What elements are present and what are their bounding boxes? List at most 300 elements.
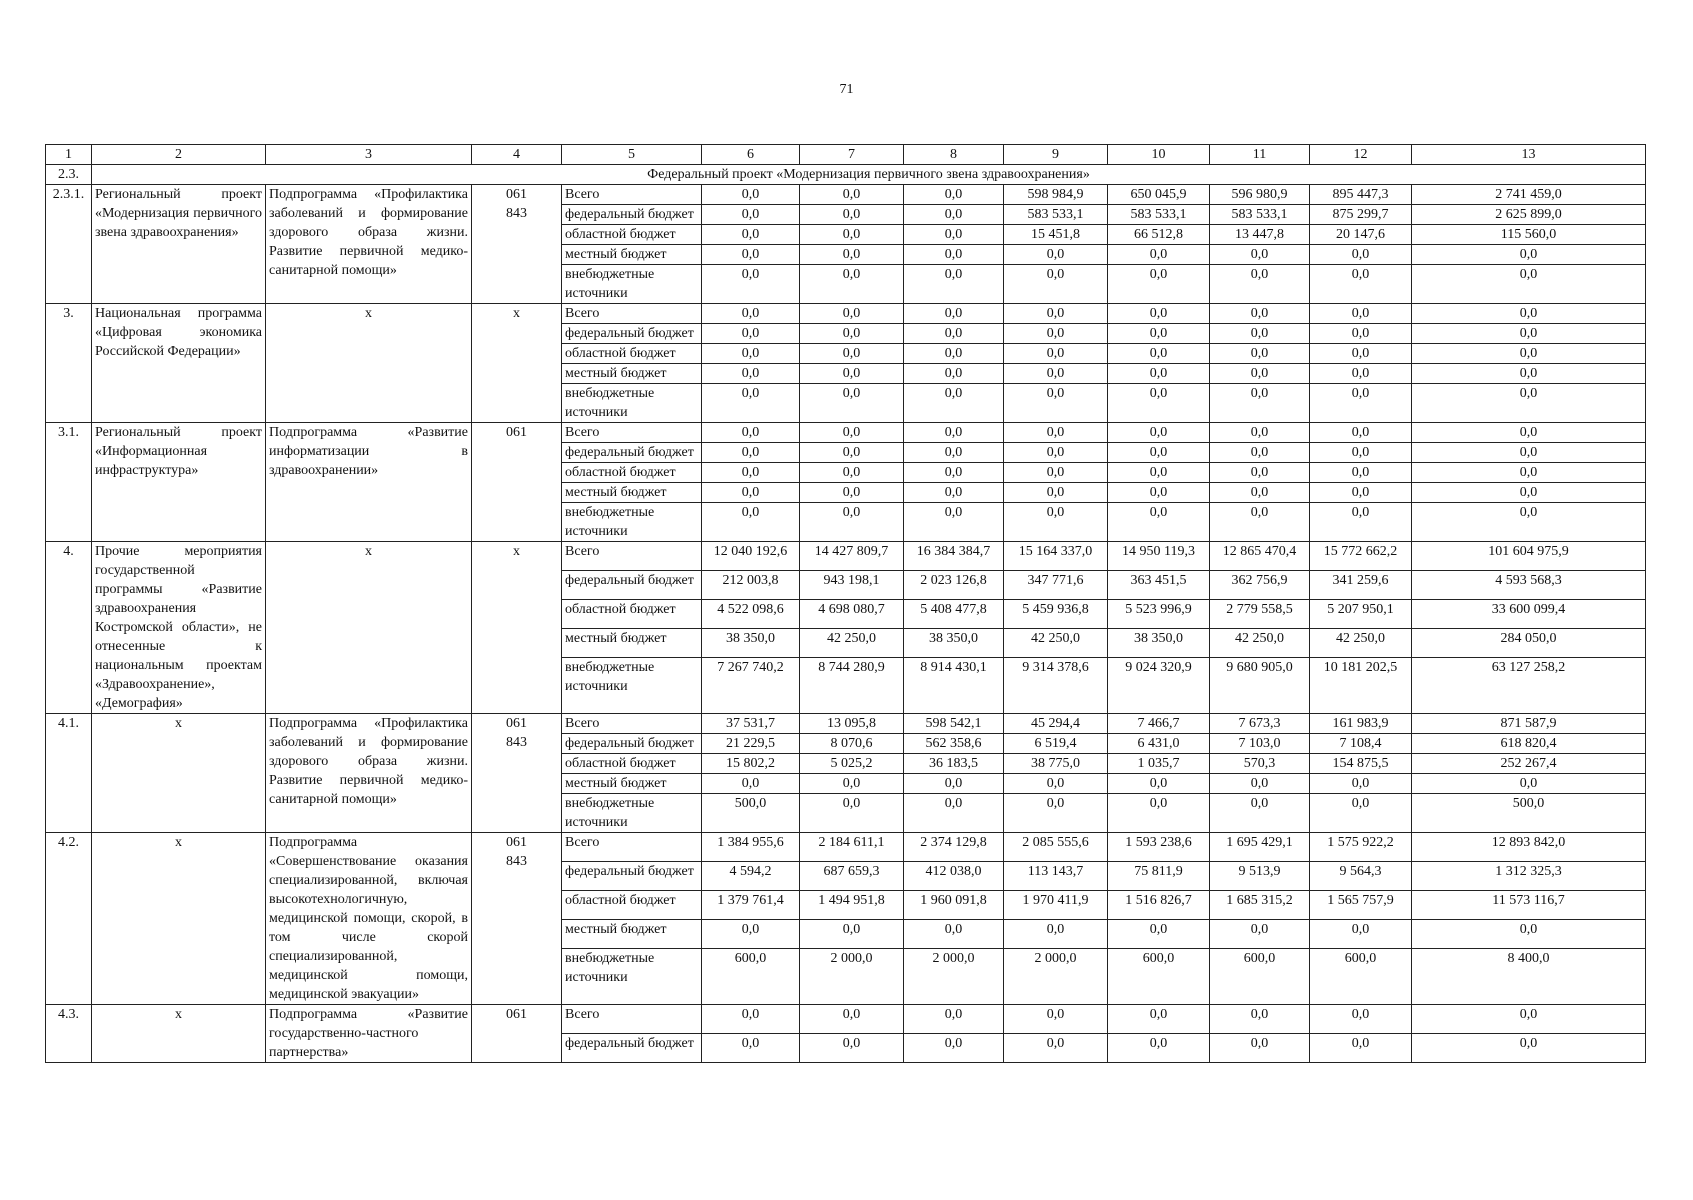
amount-cell: 4 593 568,3 — [1412, 570, 1646, 599]
amount-cell: 0,0 — [1412, 245, 1646, 265]
table-row — [46, 542, 1646, 571]
amount-cell: 0,0 — [904, 503, 1004, 542]
amount-cell: 0,0 — [904, 423, 1004, 443]
amount-cell: 600,0 — [1210, 948, 1310, 1004]
funding-source: внебюджетные источники — [562, 794, 702, 833]
amount-cell: 0,0 — [1210, 483, 1310, 503]
amount-cell: 15 451,8 — [1004, 225, 1108, 245]
amount-cell: 583 533,1 — [1210, 205, 1310, 225]
amount-cell: 33 600 099,4 — [1412, 599, 1646, 628]
amount-cell: 0,0 — [1004, 245, 1108, 265]
amount-cell: 8 744 280,9 — [800, 657, 904, 713]
amount-cell: 36 183,5 — [904, 754, 1004, 774]
amount-cell: 0,0 — [1310, 364, 1412, 384]
amount-cell: 1 593 238,6 — [1108, 833, 1210, 862]
amount-cell: 0,0 — [1412, 774, 1646, 794]
amount-cell: 115 560,0 — [1412, 225, 1646, 245]
funding-source: местный бюджет — [562, 628, 702, 657]
amount-cell: 0,0 — [800, 185, 904, 205]
amount-cell: 0,0 — [1412, 1034, 1646, 1063]
item-number: 3.1. — [46, 423, 92, 542]
amount-cell: 1 575 922,2 — [1310, 833, 1412, 862]
amount-cell: 0,0 — [1004, 774, 1108, 794]
amount-cell: 598 984,9 — [1004, 185, 1108, 205]
amount-cell: 0,0 — [1412, 503, 1646, 542]
amount-cell: 0,0 — [1412, 265, 1646, 304]
amount-cell: 0,0 — [1108, 483, 1210, 503]
amount-cell: 0,0 — [1108, 304, 1210, 324]
amount-cell: 9 680 905,0 — [1210, 657, 1310, 713]
item-name: Региональный проект «Информационная инфраструктура» — [92, 423, 266, 542]
amount-cell: 7 267 740,2 — [702, 657, 800, 713]
amount-cell: 341 259,6 — [1310, 570, 1412, 599]
amount-cell: 113 143,7 — [1004, 861, 1108, 890]
program-name: Подпрограмма «Совершенствование оказания специализированной, включая высокотехнологичную, медицинской помощи, скорой, в том числе скорой специализированной, медицинской помощи, медицинской эвакуации» — [266, 833, 472, 1005]
amount-cell: 45 294,4 — [1004, 714, 1108, 734]
table-body — [46, 145, 1646, 1063]
amount-cell: 0,0 — [800, 245, 904, 265]
amount-cell: 161 983,9 — [1310, 714, 1412, 734]
amount-cell: 0,0 — [1310, 384, 1412, 423]
item-name: Региональный проект «Модернизация первичного звена здравоохранения» — [92, 185, 266, 304]
budget-code: 061 — [472, 423, 562, 542]
amount-cell: 0,0 — [800, 1034, 904, 1063]
amount-cell: 0,0 — [1210, 1034, 1310, 1063]
amount-cell: 5 459 936,8 — [1004, 599, 1108, 628]
amount-cell: 0,0 — [1412, 384, 1646, 423]
amount-cell: 0,0 — [1210, 794, 1310, 833]
column-number: 1 — [46, 145, 92, 165]
section-row — [46, 165, 1646, 185]
amount-cell: 562 358,6 — [904, 734, 1004, 754]
amount-cell: 13 095,8 — [800, 714, 904, 734]
amount-cell: 598 542,1 — [904, 714, 1004, 734]
amount-cell: 0,0 — [702, 205, 800, 225]
amount-cell: 42 250,0 — [1310, 628, 1412, 657]
amount-cell: 0,0 — [1412, 1005, 1646, 1034]
column-number: 13 — [1412, 145, 1646, 165]
budget-code: 061 843 — [472, 833, 562, 1005]
funding-source: федеральный бюджет — [562, 324, 702, 344]
amount-cell: 5 523 996,9 — [1108, 599, 1210, 628]
funding-source: областной бюджет — [562, 344, 702, 364]
amount-cell: 284 050,0 — [1412, 628, 1646, 657]
amount-cell: 2 085 555,6 — [1004, 833, 1108, 862]
amount-cell: 0,0 — [800, 774, 904, 794]
amount-cell: 875 299,7 — [1310, 205, 1412, 225]
amount-cell: 0,0 — [800, 344, 904, 364]
amount-cell: 75 811,9 — [1108, 861, 1210, 890]
amount-cell: 0,0 — [1210, 423, 1310, 443]
amount-cell: 871 587,9 — [1412, 714, 1646, 734]
item-name: х — [92, 833, 266, 1005]
amount-cell: 0,0 — [904, 245, 1004, 265]
amount-cell: 101 604 975,9 — [1412, 542, 1646, 571]
table-row — [46, 714, 1646, 734]
amount-cell: 0,0 — [1004, 344, 1108, 364]
amount-cell: 14 427 809,7 — [800, 542, 904, 571]
amount-cell: 583 533,1 — [1108, 205, 1210, 225]
amount-cell: 0,0 — [1210, 919, 1310, 948]
amount-cell: 10 181 202,5 — [1310, 657, 1412, 713]
amount-cell: 600,0 — [1108, 948, 1210, 1004]
item-name: х — [92, 714, 266, 833]
amount-cell: 0,0 — [800, 423, 904, 443]
amount-cell: 0,0 — [702, 265, 800, 304]
funding-source: областной бюджет — [562, 754, 702, 774]
amount-cell: 500,0 — [1412, 794, 1646, 833]
amount-cell: 0,0 — [800, 304, 904, 324]
amount-cell: 0,0 — [702, 483, 800, 503]
amount-cell: 0,0 — [904, 463, 1004, 483]
column-number: 10 — [1108, 145, 1210, 165]
amount-cell: 0,0 — [904, 324, 1004, 344]
amount-cell: 12 893 842,0 — [1412, 833, 1646, 862]
amount-cell: 0,0 — [904, 265, 1004, 304]
section-title: Федеральный проект «Модернизация первичного звена здравоохранения» — [92, 165, 1646, 185]
table-row — [46, 185, 1646, 205]
amount-cell: 7 108,4 — [1310, 734, 1412, 754]
funding-source: местный бюджет — [562, 483, 702, 503]
amount-cell: 0,0 — [702, 774, 800, 794]
amount-cell: 0,0 — [702, 245, 800, 265]
column-number: 4 — [472, 145, 562, 165]
funding-source: Всего — [562, 714, 702, 734]
funding-source: Всего — [562, 833, 702, 862]
amount-cell: 0,0 — [1108, 1034, 1210, 1063]
amount-cell: 0,0 — [1004, 364, 1108, 384]
funding-source: областной бюджет — [562, 890, 702, 919]
amount-cell: 600,0 — [702, 948, 800, 1004]
amount-cell: 0,0 — [702, 1034, 800, 1063]
amount-cell: 0,0 — [1004, 265, 1108, 304]
amount-cell: 0,0 — [1108, 1005, 1210, 1034]
amount-cell: 0,0 — [702, 225, 800, 245]
amount-cell: 943 198,1 — [800, 570, 904, 599]
amount-cell: 0,0 — [1004, 423, 1108, 443]
amount-cell: 0,0 — [1412, 919, 1646, 948]
amount-cell: 0,0 — [1210, 503, 1310, 542]
amount-cell: 0,0 — [1108, 919, 1210, 948]
amount-cell: 1 565 757,9 — [1310, 890, 1412, 919]
amount-cell: 0,0 — [702, 919, 800, 948]
amount-cell: 0,0 — [1108, 344, 1210, 364]
program-name: х — [266, 304, 472, 423]
column-number: 8 — [904, 145, 1004, 165]
column-number: 2 — [92, 145, 266, 165]
amount-cell: 0,0 — [1108, 265, 1210, 304]
amount-cell: 6 519,4 — [1004, 734, 1108, 754]
funding-source: внебюджетные источники — [562, 657, 702, 713]
amount-cell: 583 533,1 — [1004, 205, 1108, 225]
amount-cell: 0,0 — [702, 384, 800, 423]
amount-cell: 66 512,8 — [1108, 225, 1210, 245]
program-name: Подпрограмма «Профилактика заболеваний и формирование здорового образа жизни. Развитие первичной медико-санитарной помощи» — [266, 714, 472, 833]
amount-cell: 0,0 — [1004, 443, 1108, 463]
funding-source: федеральный бюджет — [562, 570, 702, 599]
amount-cell: 1 379 761,4 — [702, 890, 800, 919]
amount-cell: 0,0 — [1210, 344, 1310, 364]
amount-cell: 0,0 — [1412, 423, 1646, 443]
amount-cell: 0,0 — [1004, 463, 1108, 483]
column-number: 5 — [562, 145, 702, 165]
amount-cell: 500,0 — [702, 794, 800, 833]
funding-source: областной бюджет — [562, 225, 702, 245]
amount-cell: 0,0 — [800, 265, 904, 304]
amount-cell: 0,0 — [1310, 304, 1412, 324]
funding-source: внебюджетные источники — [562, 265, 702, 304]
funding-source: федеральный бюджет — [562, 734, 702, 754]
amount-cell: 38 350,0 — [1108, 628, 1210, 657]
amount-cell: 8 400,0 — [1412, 948, 1646, 1004]
budget-code: 061 843 — [472, 185, 562, 304]
amount-cell: 0,0 — [1108, 384, 1210, 423]
amount-cell: 63 127 258,2 — [1412, 657, 1646, 713]
amount-cell: 13 447,8 — [1210, 225, 1310, 245]
amount-cell: 4 594,2 — [702, 861, 800, 890]
amount-cell: 1 312 325,3 — [1412, 861, 1646, 890]
amount-cell: 0,0 — [1310, 919, 1412, 948]
funding-source: федеральный бюджет — [562, 1034, 702, 1063]
amount-cell: 0,0 — [904, 1034, 1004, 1063]
amount-cell: 9 564,3 — [1310, 861, 1412, 890]
amount-cell: 362 756,9 — [1210, 570, 1310, 599]
amount-cell: 0,0 — [1412, 443, 1646, 463]
amount-cell: 1 685 315,2 — [1210, 890, 1310, 919]
amount-cell: 9 024 320,9 — [1108, 657, 1210, 713]
amount-cell: 0,0 — [904, 205, 1004, 225]
amount-cell: 4 698 080,7 — [800, 599, 904, 628]
amount-cell: 0,0 — [702, 443, 800, 463]
amount-cell: 0,0 — [904, 364, 1004, 384]
amount-cell: 42 250,0 — [1210, 628, 1310, 657]
amount-cell: 5 408 477,8 — [904, 599, 1004, 628]
funding-source: Всего — [562, 185, 702, 205]
amount-cell: 0,0 — [1108, 503, 1210, 542]
item-name: х — [92, 1005, 266, 1063]
item-number: 4.1. — [46, 714, 92, 833]
item-number: 2.3.1. — [46, 185, 92, 304]
amount-cell: 0,0 — [1004, 503, 1108, 542]
amount-cell: 12 040 192,6 — [702, 542, 800, 571]
amount-cell: 1 494 951,8 — [800, 890, 904, 919]
column-number: 3 — [266, 145, 472, 165]
program-name: Подпрограмма «Развитие информатизации в здравоохранении» — [266, 423, 472, 542]
amount-cell: 38 350,0 — [702, 628, 800, 657]
amount-cell: 0,0 — [1210, 463, 1310, 483]
amount-cell: 0,0 — [800, 794, 904, 833]
amount-cell: 0,0 — [1108, 423, 1210, 443]
amount-cell: 0,0 — [904, 794, 1004, 833]
amount-cell: 0,0 — [904, 344, 1004, 364]
program-name: Подпрограмма «Развитие государственно-частного партнерства» — [266, 1005, 472, 1063]
amount-cell: 9 513,9 — [1210, 861, 1310, 890]
amount-cell: 38 775,0 — [1004, 754, 1108, 774]
amount-cell: 0,0 — [1210, 364, 1310, 384]
budget-table — [45, 144, 1646, 1063]
budget-code: х — [472, 304, 562, 423]
amount-cell: 2 000,0 — [1004, 948, 1108, 1004]
column-number-row — [46, 145, 1646, 165]
amount-cell: 0,0 — [1310, 794, 1412, 833]
item-number: 4.2. — [46, 833, 92, 1005]
amount-cell: 0,0 — [1108, 794, 1210, 833]
amount-cell: 0,0 — [1210, 443, 1310, 463]
amount-cell: 0,0 — [904, 304, 1004, 324]
amount-cell: 0,0 — [702, 344, 800, 364]
amount-cell: 618 820,4 — [1412, 734, 1646, 754]
amount-cell: 600,0 — [1310, 948, 1412, 1004]
funding-source: внебюджетные источники — [562, 384, 702, 423]
amount-cell: 412 038,0 — [904, 861, 1004, 890]
amount-cell: 650 045,9 — [1108, 185, 1210, 205]
amount-cell: 347 771,6 — [1004, 570, 1108, 599]
amount-cell: 0,0 — [904, 1005, 1004, 1034]
amount-cell: 0,0 — [702, 1005, 800, 1034]
amount-cell: 0,0 — [800, 503, 904, 542]
amount-cell: 0,0 — [1310, 1034, 1412, 1063]
amount-cell: 0,0 — [1004, 324, 1108, 344]
funding-source: местный бюджет — [562, 364, 702, 384]
amount-cell: 5 025,2 — [800, 754, 904, 774]
amount-cell: 596 980,9 — [1210, 185, 1310, 205]
amount-cell: 0,0 — [1004, 304, 1108, 324]
amount-cell: 37 531,7 — [702, 714, 800, 734]
amount-cell: 0,0 — [702, 364, 800, 384]
amount-cell: 895 447,3 — [1310, 185, 1412, 205]
amount-cell: 21 229,5 — [702, 734, 800, 754]
amount-cell: 0,0 — [904, 483, 1004, 503]
amount-cell: 42 250,0 — [1004, 628, 1108, 657]
amount-cell: 0,0 — [1412, 324, 1646, 344]
amount-cell: 15 772 662,2 — [1310, 542, 1412, 571]
amount-cell: 0,0 — [1310, 463, 1412, 483]
amount-cell: 687 659,3 — [800, 861, 904, 890]
amount-cell: 0,0 — [1108, 324, 1210, 344]
funding-source: федеральный бюджет — [562, 443, 702, 463]
amount-cell: 0,0 — [1310, 423, 1412, 443]
item-number: 4. — [46, 542, 92, 714]
amount-cell: 9 314 378,6 — [1004, 657, 1108, 713]
budget-code: 061 843 — [472, 714, 562, 833]
funding-source: областной бюджет — [562, 463, 702, 483]
amount-cell: 38 350,0 — [904, 628, 1004, 657]
amount-cell: 7 103,0 — [1210, 734, 1310, 754]
column-number: 9 — [1004, 145, 1108, 165]
amount-cell: 0,0 — [1108, 443, 1210, 463]
table-row — [46, 833, 1646, 862]
amount-cell: 0,0 — [1210, 324, 1310, 344]
funding-source: Всего — [562, 1005, 702, 1034]
item-number: 4.3. — [46, 1005, 92, 1063]
amount-cell: 2 000,0 — [904, 948, 1004, 1004]
amount-cell: 0,0 — [1004, 1034, 1108, 1063]
column-number: 6 — [702, 145, 800, 165]
amount-cell: 0,0 — [1210, 245, 1310, 265]
amount-cell: 0,0 — [1310, 245, 1412, 265]
amount-cell: 0,0 — [1004, 384, 1108, 423]
amount-cell: 2 184 611,1 — [800, 833, 904, 862]
amount-cell: 0,0 — [1108, 774, 1210, 794]
funding-source: внебюджетные источники — [562, 948, 702, 1004]
amount-cell: 7 466,7 — [1108, 714, 1210, 734]
column-number: 7 — [800, 145, 904, 165]
amount-cell: 0,0 — [800, 919, 904, 948]
amount-cell: 0,0 — [1412, 364, 1646, 384]
budget-code: 061 — [472, 1005, 562, 1063]
funding-source: федеральный бюджет — [562, 861, 702, 890]
funding-source: федеральный бюджет — [562, 205, 702, 225]
amount-cell: 8 914 430,1 — [904, 657, 1004, 713]
funding-source: местный бюджет — [562, 919, 702, 948]
amount-cell: 0,0 — [904, 225, 1004, 245]
amount-cell: 0,0 — [1210, 265, 1310, 304]
amount-cell: 6 431,0 — [1108, 734, 1210, 754]
amount-cell: 0,0 — [1310, 483, 1412, 503]
amount-cell: 0,0 — [702, 304, 800, 324]
amount-cell: 0,0 — [904, 443, 1004, 463]
amount-cell: 0,0 — [702, 463, 800, 483]
amount-cell: 12 865 470,4 — [1210, 542, 1310, 571]
amount-cell: 11 573 116,7 — [1412, 890, 1646, 919]
amount-cell: 1 035,7 — [1108, 754, 1210, 774]
amount-cell: 0,0 — [1004, 794, 1108, 833]
item-name: Прочие мероприятия государственной программы «Развитие здравоохранения Костромской области», не отнесенные к национальным проектам «Здравоохранение», «Демография» — [92, 542, 266, 714]
funding-source: местный бюджет — [562, 245, 702, 265]
item-number: 3. — [46, 304, 92, 423]
amount-cell: 1 516 826,7 — [1108, 890, 1210, 919]
amount-cell: 0,0 — [1210, 304, 1310, 324]
amount-cell: 0,0 — [1412, 344, 1646, 364]
amount-cell: 0,0 — [1310, 265, 1412, 304]
amount-cell: 15 802,2 — [702, 754, 800, 774]
amount-cell: 42 250,0 — [800, 628, 904, 657]
amount-cell: 14 950 119,3 — [1108, 542, 1210, 571]
amount-cell: 252 267,4 — [1412, 754, 1646, 774]
amount-cell: 0,0 — [800, 324, 904, 344]
amount-cell: 0,0 — [1210, 384, 1310, 423]
table-row — [46, 1005, 1646, 1034]
amount-cell: 570,3 — [1210, 754, 1310, 774]
amount-cell: 0,0 — [1210, 1005, 1310, 1034]
amount-cell: 0,0 — [702, 423, 800, 443]
amount-cell: 0,0 — [800, 225, 904, 245]
amount-cell: 1 695 429,1 — [1210, 833, 1310, 862]
amount-cell: 0,0 — [702, 185, 800, 205]
amount-cell: 0,0 — [1310, 774, 1412, 794]
amount-cell: 2 374 129,8 — [904, 833, 1004, 862]
column-number: 11 — [1210, 145, 1310, 165]
funding-source: Всего — [562, 542, 702, 571]
funding-source: внебюджетные источники — [562, 503, 702, 542]
table-row — [46, 304, 1646, 324]
amount-cell: 2 023 126,8 — [904, 570, 1004, 599]
amount-cell: 0,0 — [1108, 463, 1210, 483]
amount-cell: 2 779 558,5 — [1210, 599, 1310, 628]
amount-cell: 0,0 — [1412, 463, 1646, 483]
amount-cell: 8 070,6 — [800, 734, 904, 754]
table-row — [46, 423, 1646, 443]
amount-cell: 0,0 — [800, 205, 904, 225]
funding-source: областной бюджет — [562, 599, 702, 628]
amount-cell: 0,0 — [1310, 344, 1412, 364]
item-name: Национальная программа «Цифровая экономика Российской Федерации» — [92, 304, 266, 423]
amount-cell: 154 875,5 — [1310, 754, 1412, 774]
program-name: Подпрограмма «Профилактика заболеваний и формирование здорового образа жизни. Развитие первичной медико-санитарной помощи» — [266, 185, 472, 304]
amount-cell: 0,0 — [1004, 483, 1108, 503]
page-number: 71 — [839, 82, 854, 97]
budget-code: х — [472, 542, 562, 714]
